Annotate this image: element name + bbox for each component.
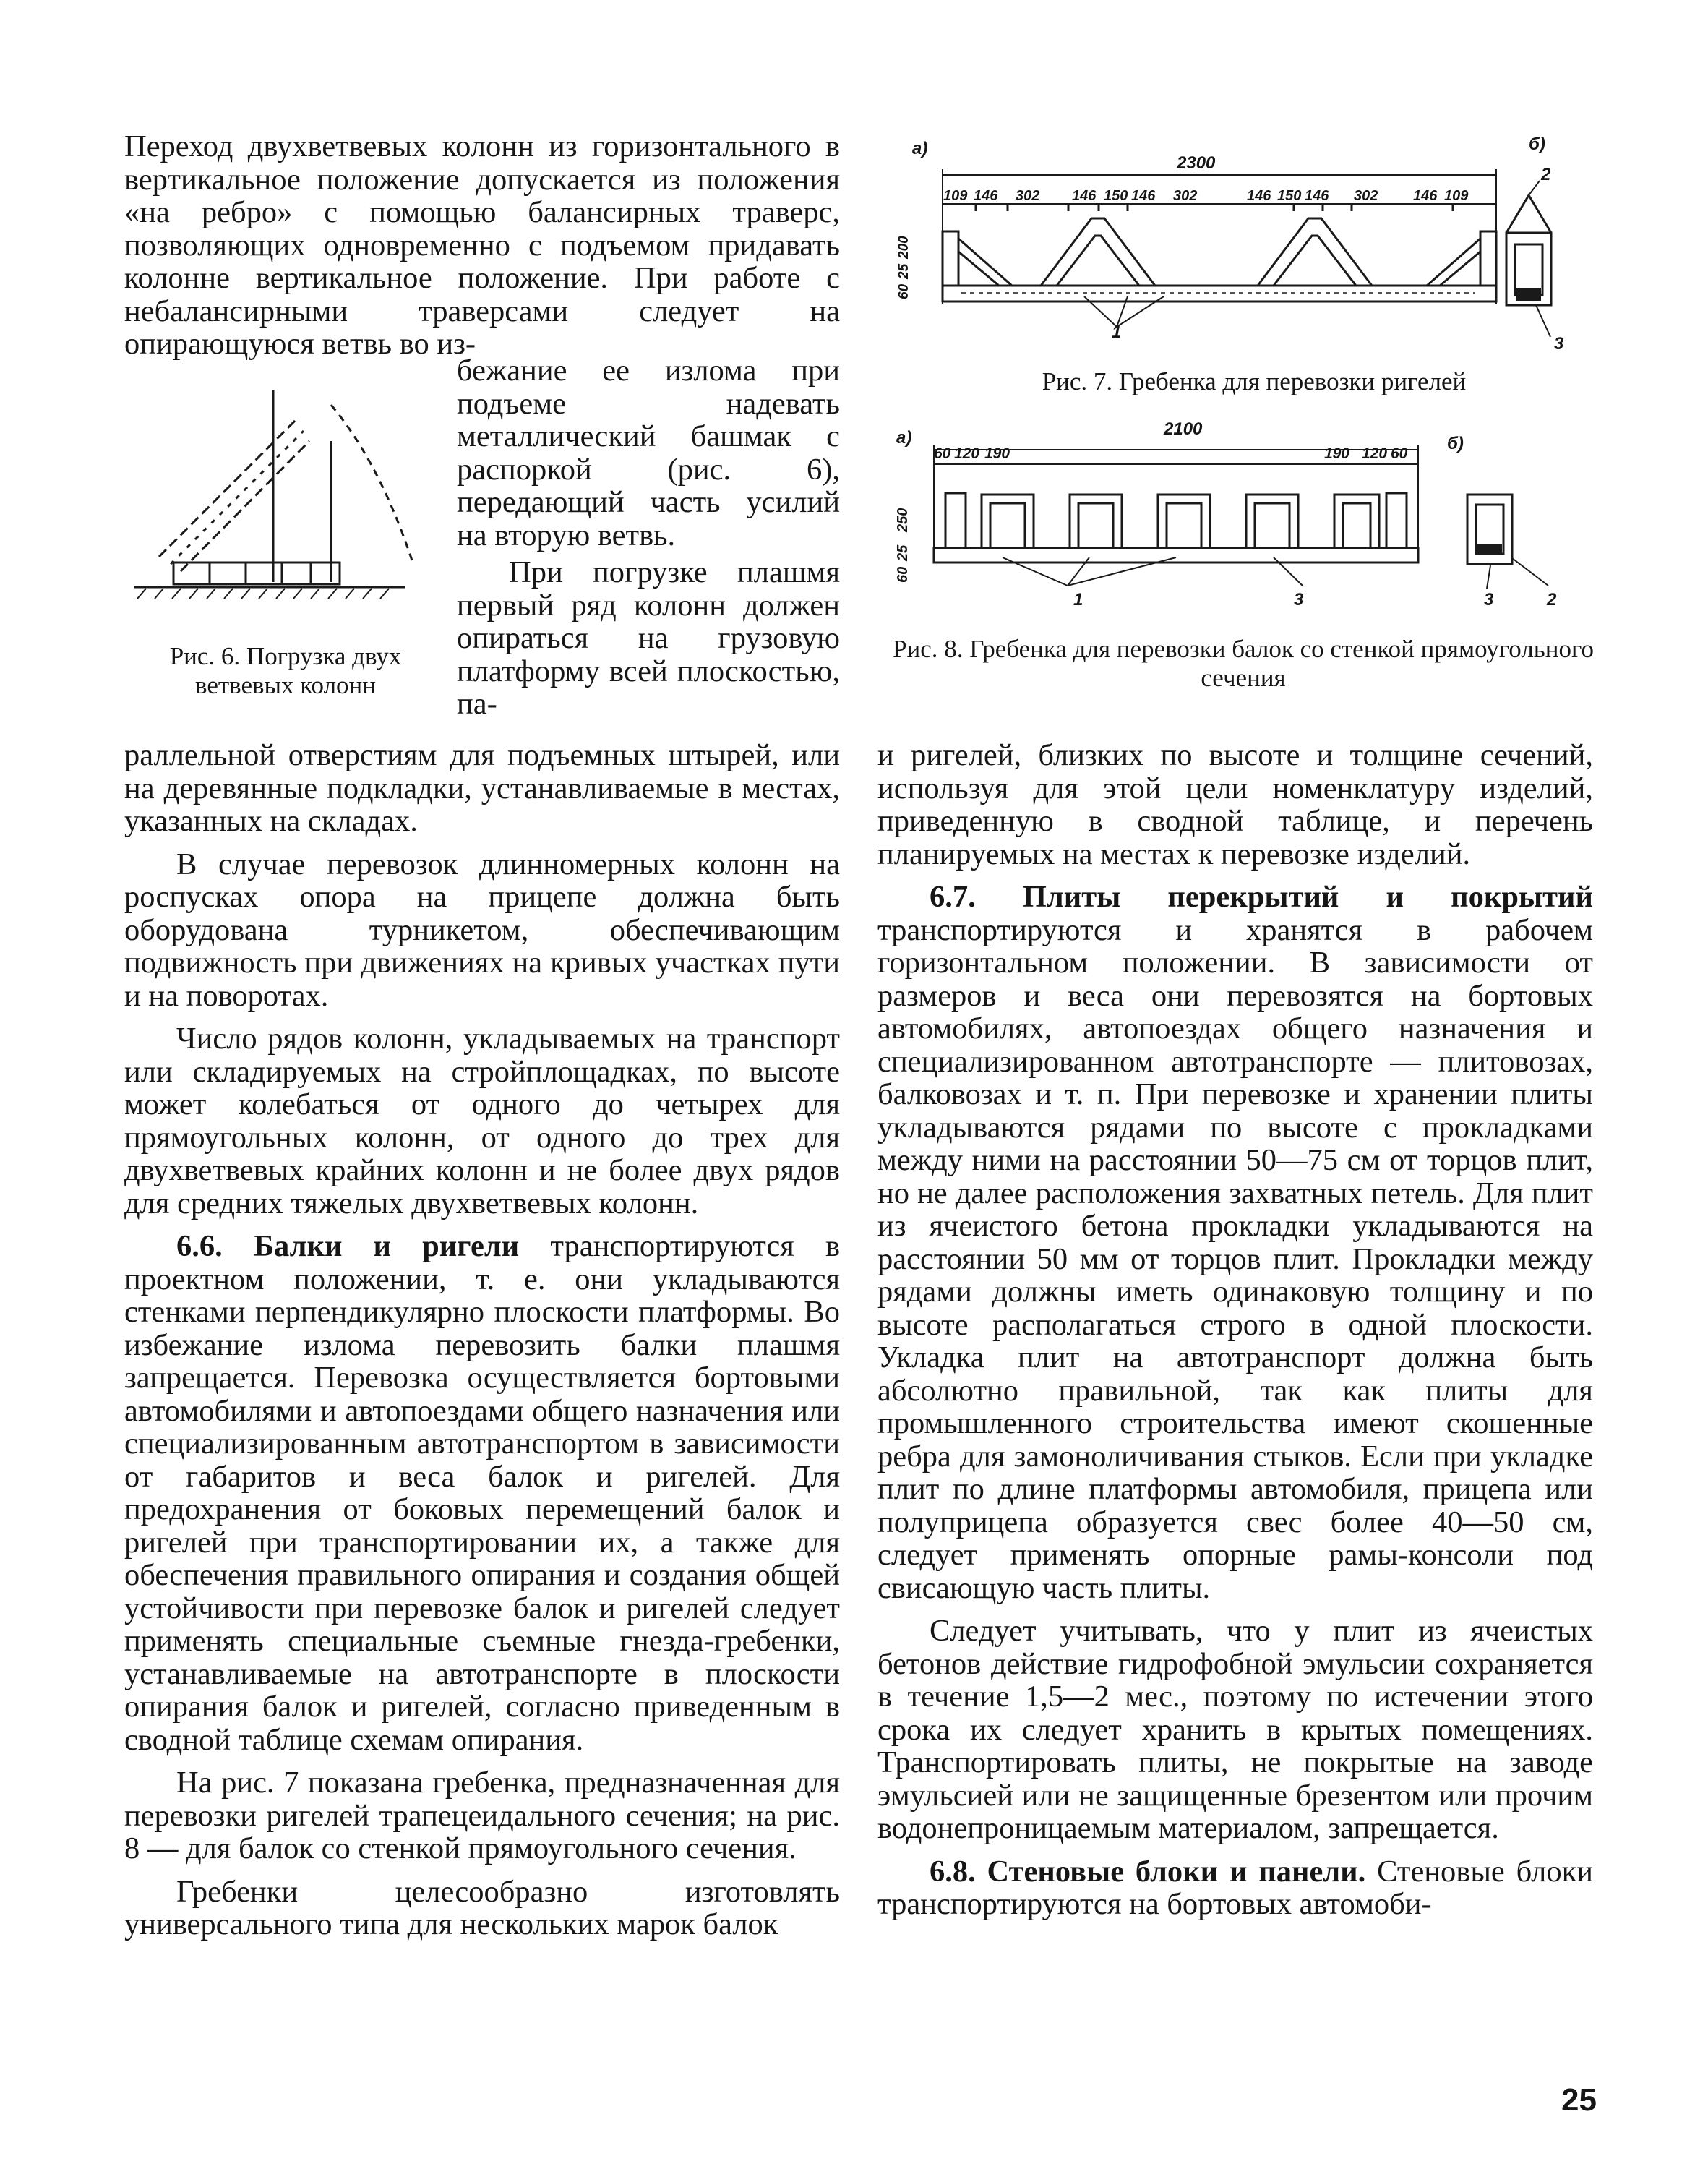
fig7-caption: Рис. 7. Гребенка для перевозки ригелей [1042, 367, 1467, 395]
paragraph-rospusk: В случае перевозок длинномерных колонн на роспусках опора на прицепе должна быть оборудована турникетом, обеспечивающим подвижность при движениях на кривых участках пути и на поворотах. [124, 847, 840, 1013]
section-6-7-text: транспортируются и хранятся в рабочем горизонтальном положении. В зависимости от размеров и веса они перевозятся на бортовых автомобилях, автопоездах общего назначения и специализированном автотранспорте — плитовозах, балковозах и т. п. При перевозке и хранении плиты укладываются рядами по высоте с прокладками между ними на расстоянии 50—75 см от торцов плит, но не далее расположения захватных петель. Для плит из ячеистого бетона прокладки укладываются на расстоянии 50 мм от торцов плит. Прокладки между рядами должны иметь одинаковую толщину и по высоте располагаться строго в одной плоскости. Укладка плит на автотранспорт должна быть абсолютно правильной, так как плиты для промышленного строительства имеют скошенные ребра для замоноличивания стыков. Если при укладке плит по длине платформы автомобиля, прицепа или полуприцепа образуется свес более 40—50 см, следует применять опорные рамы-консоли под свисающую часть плиты. [877, 912, 1593, 1605]
fig8-label-b: б) [1447, 434, 1464, 453]
fig8-height: 25 [895, 544, 911, 561]
fig7-comb [1041, 218, 1155, 286]
section-6-6-text: транспортируются в проектном положении, т. е. они укладываются стенками перпендикулярно плоскости платформы. Во избежание излома перевозить балки плашмя запрещается. Перевозка осуществляется бортовыми автомобилями и автопоездами общего назначения или специализированным автотранспортом в зависимости от габаритов и веса балок и ригелей. Для предохранения от боковых перемещений балок и ригелей при транспортировании их, а также для обеспечения правильного опирания и создания общей устойчивости при перевозке балок и ригелей следует применять специальные съемные гнезда-гребенки, устанавливаемые на автотранспорте в плоскости опирания балок и ригелей, согласно приведенным в сводной таблице схемам опирания. [124, 1229, 841, 1757]
fig7-callout-1: 1 [1112, 322, 1122, 342]
fig7-section-b [1506, 181, 1551, 337]
fig7-height: 60 [896, 283, 911, 299]
fig7-callout-2: 2 [1541, 165, 1551, 184]
fig7-dim: 302 [1016, 188, 1040, 204]
page-number: 25 [1561, 2082, 1597, 2118]
fig6-arc [331, 405, 412, 560]
fig7-dim: 146 [1247, 188, 1271, 204]
fig7-callout-3: 3 [1554, 334, 1564, 354]
fig8-callout-3: 3 [1294, 590, 1304, 610]
fig8-caption: Рис. 8. Гребенка для перевозки балок со стенкой прямоугольного сечения [893, 635, 1594, 692]
fig8-drawing [912, 431, 1577, 612]
fig7-heights [896, 231, 918, 311]
fig7-dim: 302 [1173, 188, 1198, 204]
paragraph-wrap-2: При погрузке плашмя первый ряд колонн должен опираться на грузовую платформу всей плоскостью, па- [457, 555, 840, 721]
paragraph-universal: Гребенки целесообразно изготовлять универсального типа для нескольких марок балок [124, 1874, 840, 1941]
paragraph-parallel: раллельной отверстиям для подъемных штырей, или на деревянные подкладки, устанавливаемые в местах, указанных на складах. [124, 738, 840, 838]
fig7-total: 2300 [1177, 153, 1216, 173]
fig6-drawing [130, 390, 434, 607]
fig8-base-beam [934, 548, 1418, 563]
section-6-6 [124, 1230, 840, 1756]
section-6-7-number: 6.7. [930, 880, 976, 914]
paragraph-fig7-ref: На рис. 7 показана гребенка, предназначенная для перевозки ригелей трапецеидального сечения; на рис. 8 — для балок со стенкой прямоугольного сечения. [124, 1766, 840, 1865]
fig8-dim: 190 [1324, 445, 1350, 462]
fig7-dim: 146 [1413, 188, 1438, 204]
paragraph-rows: Число рядов колонн, укладываемых на транспорт или складируемых на стройплощадках, по высоте может колебаться от одного до четырех для прямоугольных колонн, от одного до трех для двухветвевых крайних колонн и не более двух рядов для средних тяжелых двухветвевых колонн. [124, 1022, 840, 1220]
fig8-callout-1: 1 [1073, 590, 1083, 610]
section-6-7 [877, 881, 1593, 1604]
section-6-7-title: Плиты перекрытий и покрытий [1022, 880, 1594, 914]
section-6-6-number: 6.6. [176, 1229, 223, 1263]
fig7-dim: 302 [1354, 188, 1378, 204]
paragraph-continuation: и ригелей, близких по высоте и толщине сечений, используя для этой цели номенклатуру изделий, приведенную в сводной таблице, и перечень планируемых на местах к перевозке изделий. [877, 738, 1593, 871]
fig8-section-callout-2: 2 [1547, 590, 1557, 610]
fig8-dim: 60 [1391, 445, 1408, 462]
section-6-8 [877, 1855, 1593, 1921]
left-column-main [124, 739, 840, 1951]
fig7-dim: 150 [1277, 188, 1302, 204]
fig7-comb-2 [1258, 218, 1372, 286]
fig8-dim: 60 [934, 445, 951, 462]
fig7-dim: 146 [1305, 188, 1329, 204]
section-6-8-number: 6.8. [930, 1854, 976, 1889]
fig8-total: 2100 [1164, 419, 1203, 439]
paragraph-intro: Переход двухветвевых колонн из горизонтального в вертикальное положение допускается из положения «на ребро» с помощью балансирных траверс, позволяющих одновременно с подъемом придавать колонне вертикальное положение. При работе с небалансирными траверсами следует на опирающуюся ветвь во из- [124, 129, 840, 361]
fig8-height: 60 [895, 566, 911, 583]
fig7-dim: 150 [1104, 188, 1128, 204]
fig8-height: 250 [895, 508, 911, 532]
section-6-8-title: Стеновые блоки и панели. [987, 1854, 1366, 1889]
fig8-dim: 120 [1362, 445, 1388, 462]
section-6-8-text: Стеновые блоки транспортируются на бортовых автомоби- [877, 1854, 1593, 1921]
right-column [877, 739, 1593, 1931]
fig8-dim: 190 [984, 445, 1010, 462]
fig7-height: 25 [896, 263, 911, 279]
fig7-height: 200 [896, 236, 911, 259]
paragraph-wrap: бежание ее излома при подъеме надевать металлический башмак с распоркой (рис. 6), передающий часть усилий на вторую ветвь. [457, 354, 840, 552]
fig7-base-beam [943, 286, 1496, 301]
section-6-6-title: Балки и ригели [253, 1229, 520, 1263]
fig7-label-b: б) [1529, 134, 1545, 154]
fig8-section-callout-3: 3 [1484, 590, 1494, 610]
fig8-label-a: а) [896, 428, 912, 448]
fig8-section-b [1467, 495, 1548, 589]
fig7-dim: 146 [1131, 188, 1156, 204]
fig6-caption: Рис. 6. Погрузка двух ветвевых колонн [169, 642, 402, 699]
fig7-dim: 109 [943, 188, 968, 204]
paragraph-emulsion: Следует учитывать, что у плит из ячеистых бетонов действие гидрофобной эмульсии сохраняется в течение 1,5—2 мес., поэтому по истечении этого срока их следует хранить в крытых помещениях. Транспортировать плиты, не покрытые на заводе эмульсией или не защищенные брезентом или прочим водонепроницаемым материалом, запрещается. [877, 1614, 1593, 1845]
left-column-top [124, 130, 840, 371]
fig7-drawing [918, 166, 1590, 354]
fig7-label-a: а) [912, 139, 928, 158]
fig8-dim: 120 [954, 445, 980, 462]
fig7-dim: 146 [974, 188, 998, 204]
fig7-dim: 146 [1072, 188, 1097, 204]
fig7-dim: 109 [1444, 188, 1469, 204]
wrap-text-block [457, 354, 840, 721]
